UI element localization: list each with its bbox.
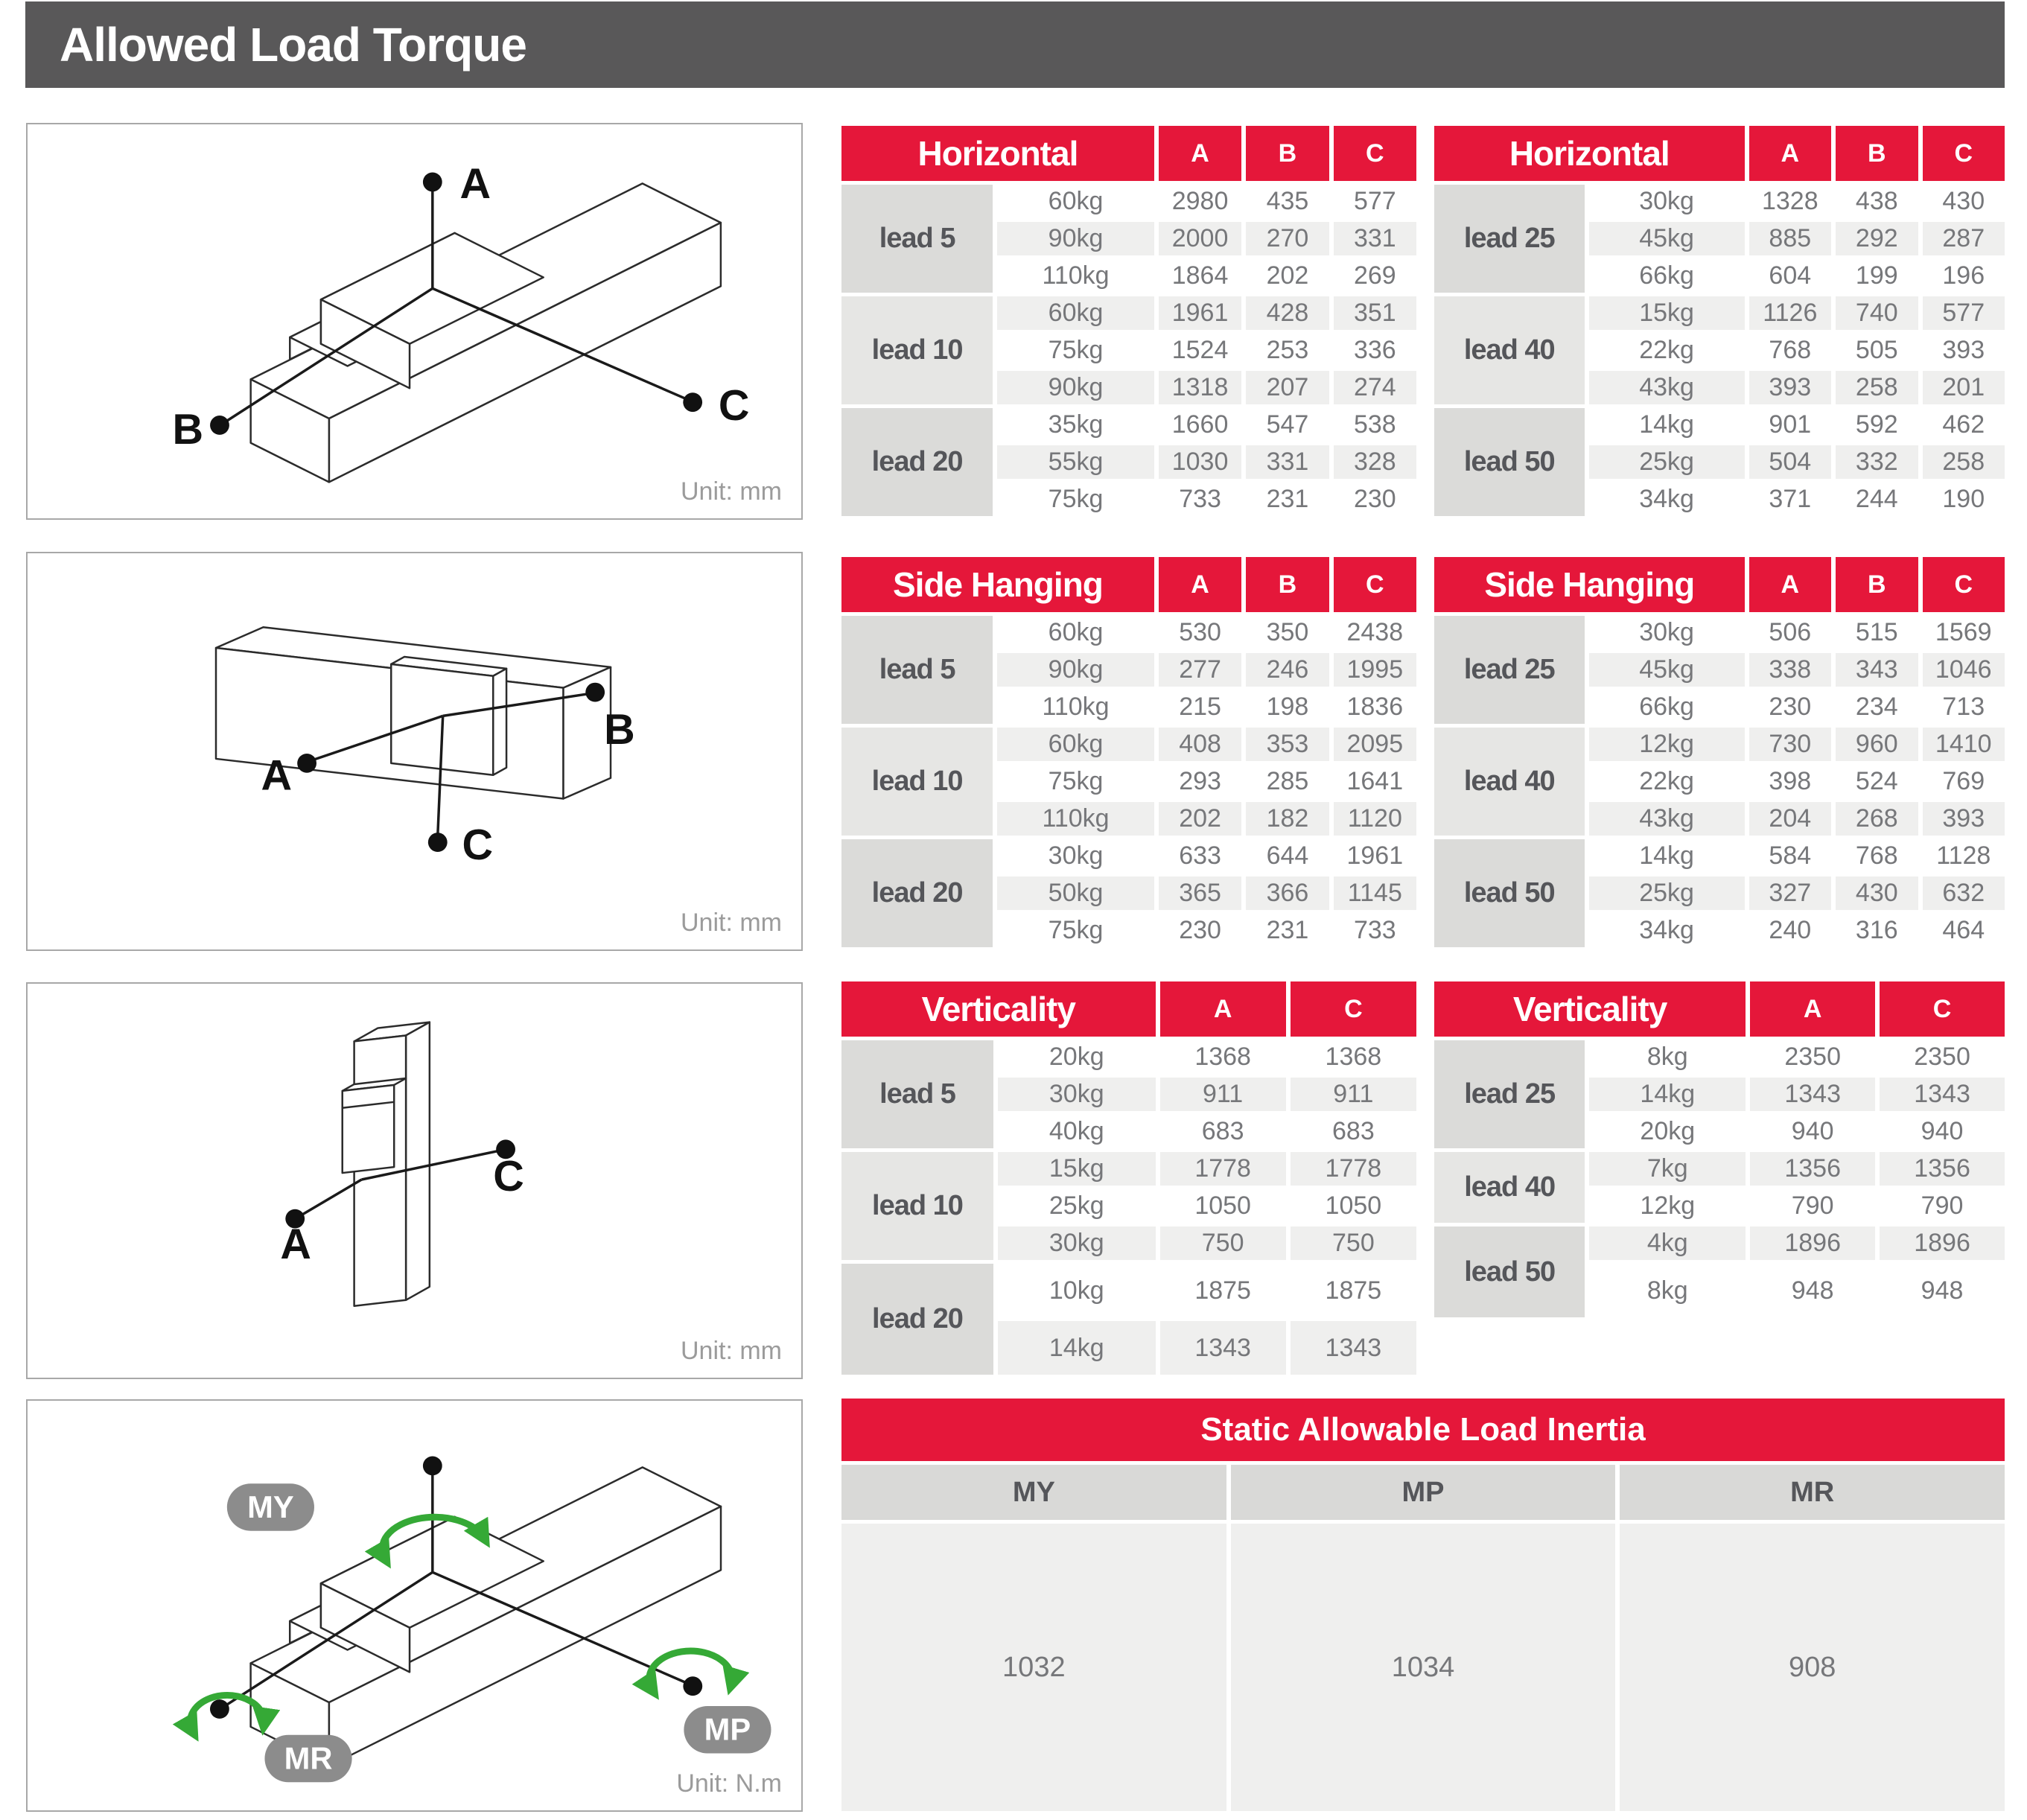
load-cell: 66kg <box>1589 690 1745 724</box>
value-cell: 1343 <box>1291 1321 1416 1375</box>
value-cell: 1145 <box>1334 876 1416 910</box>
column-header-mr: MR <box>1620 1465 2005 1520</box>
value-cell: 911 <box>1291 1078 1416 1111</box>
diagram-load-torque <box>26 1399 803 1812</box>
value-cell: 366 <box>1246 876 1328 910</box>
value-cell-my: 1032 <box>841 1524 1226 1811</box>
page-title: Allowed Load Torque <box>25 1 2005 88</box>
load-cell: 12kg <box>1589 1189 1746 1223</box>
value-cell: 331 <box>1334 222 1416 255</box>
value-cell: 1961 <box>1334 839 1416 873</box>
lead-label: lead 40 <box>1434 728 1585 836</box>
value-cell: 1030 <box>1159 445 1241 479</box>
load-cell: 110kg <box>997 802 1154 836</box>
value-cell: 2350 <box>1880 1040 2005 1074</box>
value-cell: 1875 <box>1291 1264 1416 1317</box>
load-cell: 7kg <box>1589 1152 1746 1186</box>
load-cell: 60kg <box>997 728 1154 761</box>
load-cell: 14kg <box>998 1321 1156 1375</box>
value-cell: 960 <box>1836 728 1918 761</box>
column-header: B <box>1246 126 1328 181</box>
column-header-my: MY <box>841 1465 1226 1520</box>
value-cell: 1120 <box>1334 802 1416 836</box>
unit-label: Unit: mm <box>681 1337 782 1365</box>
value-cell: 790 <box>1880 1189 2005 1223</box>
value-cell: 577 <box>1923 296 2005 330</box>
value-cell: 632 <box>1923 876 2005 910</box>
value-cell: 202 <box>1246 259 1328 293</box>
table-side-hanging-right <box>1434 557 2005 947</box>
value-cell: 293 <box>1159 765 1241 798</box>
value-cell: 371 <box>1749 483 1831 516</box>
value-cell: 768 <box>1836 839 1918 873</box>
value-cell: 1343 <box>1880 1078 2005 1111</box>
value-cell: 1641 <box>1334 765 1416 798</box>
value-cell: 230 <box>1749 690 1831 724</box>
value-cell: 1356 <box>1880 1152 2005 1186</box>
lead-label: lead 40 <box>1434 1152 1585 1223</box>
lead-label: lead 5 <box>841 1040 993 1148</box>
load-cell: 15kg <box>998 1152 1156 1186</box>
column-header: A <box>1749 126 1831 181</box>
value-cell: 524 <box>1836 765 1918 798</box>
value-cell: 285 <box>1246 765 1328 798</box>
column-header: A <box>1750 981 1875 1037</box>
table-verticality-right <box>1434 981 2005 1375</box>
axis-a-line <box>300 1180 361 1216</box>
load-cell: 14kg <box>1589 839 1745 873</box>
axis-a-dot <box>297 754 316 773</box>
value-cell: 393 <box>1749 371 1831 404</box>
load-cell: 43kg <box>1589 802 1745 836</box>
value-cell: 1050 <box>1291 1189 1416 1223</box>
table-horizontal-left <box>841 126 1416 516</box>
axis-c-dot <box>428 833 448 852</box>
value-cell: 253 <box>1246 334 1328 367</box>
column-header: C <box>1334 126 1416 181</box>
diagram-horizontal <box>26 123 803 520</box>
value-cell: 393 <box>1923 802 2005 836</box>
load-cell: 34kg <box>1589 914 1745 947</box>
load-cell: 90kg <box>997 222 1154 255</box>
value-cell: 1524 <box>1159 334 1241 367</box>
value-cell: 885 <box>1749 222 1831 255</box>
value-cell: 604 <box>1749 259 1831 293</box>
value-cell: 1778 <box>1160 1152 1286 1186</box>
value-cell: 1126 <box>1749 296 1831 330</box>
value-cell: 199 <box>1836 259 1918 293</box>
value-cell: 350 <box>1246 616 1328 649</box>
table-title: Side Hanging <box>1434 557 1745 612</box>
load-cell: 20kg <box>1589 1115 1746 1148</box>
value-cell: 940 <box>1750 1115 1875 1148</box>
value-cell: 430 <box>1836 876 1918 910</box>
value-cell: 190 <box>1923 483 2005 516</box>
load-cell: 45kg <box>1589 653 1745 687</box>
column-header: A <box>1159 557 1241 612</box>
value-cell: 231 <box>1246 914 1328 947</box>
value-cell: 1410 <box>1923 728 2005 761</box>
load-cell: 25kg <box>998 1189 1156 1223</box>
side-hanging-axes-drawing <box>28 553 801 949</box>
value-cell: 215 <box>1159 690 1241 724</box>
lead-label: lead 20 <box>841 839 993 947</box>
value-cell: 277 <box>1159 653 1241 687</box>
value-cell: 547 <box>1246 408 1328 442</box>
value-cell: 230 <box>1159 914 1241 947</box>
value-cell: 1343 <box>1750 1078 1875 1111</box>
value-cell: 1836 <box>1334 690 1416 724</box>
load-cell: 34kg <box>1589 483 1745 516</box>
value-cell: 464 <box>1923 914 2005 947</box>
lead-label: lead 25 <box>1434 185 1585 293</box>
value-cell: 328 <box>1334 445 1416 479</box>
load-cell: 25kg <box>1589 445 1745 479</box>
roll-axis-dot <box>210 1699 229 1719</box>
value-cell: 1046 <box>1923 653 2005 687</box>
value-cell: 911 <box>1160 1078 1286 1111</box>
value-cell: 940 <box>1880 1115 2005 1148</box>
value-cell: 730 <box>1749 728 1831 761</box>
value-cell: 202 <box>1159 802 1241 836</box>
value-cell: 1569 <box>1923 616 2005 649</box>
axis-a-label: A <box>261 751 293 800</box>
value-cell: 336 <box>1334 334 1416 367</box>
value-cell: 592 <box>1836 408 1918 442</box>
table-title: Verticality <box>841 981 1156 1037</box>
column-header: C <box>1334 557 1416 612</box>
column-header-mp: MP <box>1231 1465 1616 1520</box>
column-header: C <box>1291 981 1416 1037</box>
load-cell: 60kg <box>997 616 1154 649</box>
value-cell: 790 <box>1750 1189 1875 1223</box>
load-cell: 40kg <box>998 1115 1156 1148</box>
table-title: Horizontal <box>1434 126 1745 181</box>
load-cell: 45kg <box>1589 222 1745 255</box>
value-cell: 462 <box>1923 408 2005 442</box>
value-cell: 1961 <box>1159 296 1241 330</box>
column-header: B <box>1836 557 1918 612</box>
value-cell: 327 <box>1749 876 1831 910</box>
value-cell: 343 <box>1836 653 1918 687</box>
load-cell: 30kg <box>998 1226 1156 1260</box>
yaw-axis-dot <box>423 1456 442 1475</box>
value-cell: 948 <box>1880 1264 2005 1317</box>
column-header: C <box>1923 126 2005 181</box>
value-cell: 398 <box>1749 765 1831 798</box>
load-cell: 50kg <box>997 876 1154 910</box>
value-cell-mp: 1034 <box>1231 1524 1616 1811</box>
unit-label: Unit: N.m <box>676 1769 782 1798</box>
value-cell-mr: 908 <box>1620 1524 2005 1811</box>
load-cell: 110kg <box>997 259 1154 293</box>
value-cell: 1343 <box>1160 1321 1286 1375</box>
load-cell: 22kg <box>1589 765 1745 798</box>
load-cell: 14kg <box>1589 1078 1746 1111</box>
load-cell: 90kg <box>997 653 1154 687</box>
axis-a-label: A <box>280 1221 311 1269</box>
load-cell: 75kg <box>997 334 1154 367</box>
value-cell: 1328 <box>1749 185 1831 218</box>
lead-label: lead 5 <box>841 616 993 724</box>
value-cell: 505 <box>1836 334 1918 367</box>
static-load-inertia-table <box>841 1399 2005 1811</box>
lead-label: lead 50 <box>1434 839 1585 947</box>
load-cell: 75kg <box>997 483 1154 516</box>
value-cell: 1896 <box>1750 1226 1875 1260</box>
lead-label: lead 50 <box>1434 408 1585 516</box>
value-cell: 240 <box>1749 914 1831 947</box>
load-cell: 30kg <box>1589 185 1745 218</box>
value-cell: 633 <box>1159 839 1241 873</box>
value-cell: 234 <box>1836 690 1918 724</box>
value-cell: 1778 <box>1291 1152 1416 1186</box>
value-cell: 2000 <box>1159 222 1241 255</box>
value-cell: 430 <box>1923 185 2005 218</box>
axis-c-label: C <box>493 1152 524 1200</box>
load-cell: 20kg <box>998 1040 1156 1074</box>
value-cell: 768 <box>1749 334 1831 367</box>
mp-badge-label: MP <box>704 1711 751 1747</box>
axis-a-label: A <box>459 160 491 209</box>
carriage-front <box>343 1085 394 1173</box>
value-cell: 2438 <box>1334 616 1416 649</box>
value-cell: 1875 <box>1160 1264 1286 1317</box>
column-header: B <box>1836 126 1918 181</box>
value-cell: 1128 <box>1923 839 2005 873</box>
value-cell: 577 <box>1334 185 1416 218</box>
value-cell: 201 <box>1923 371 2005 404</box>
axis-b-label: B <box>172 405 204 454</box>
load-cell: 8kg <box>1589 1264 1746 1317</box>
load-cell: 60kg <box>997 296 1154 330</box>
value-cell: 331 <box>1246 445 1328 479</box>
column-header: C <box>1923 557 2005 612</box>
value-cell: 435 <box>1246 185 1328 218</box>
unit-label: Unit: mm <box>681 909 782 937</box>
value-cell: 270 <box>1246 222 1328 255</box>
load-cell: 110kg <box>997 690 1154 724</box>
value-cell: 268 <box>1836 802 1918 836</box>
value-cell: 292 <box>1836 222 1918 255</box>
load-cell: 14kg <box>1589 408 1745 442</box>
value-cell: 948 <box>1750 1264 1875 1317</box>
load-cell: 55kg <box>997 445 1154 479</box>
value-cell: 207 <box>1246 371 1328 404</box>
load-cell: 4kg <box>1589 1226 1746 1260</box>
value-cell: 1995 <box>1334 653 1416 687</box>
value-cell: 438 <box>1836 185 1918 218</box>
load-cell: 30kg <box>998 1078 1156 1111</box>
unit-label: Unit: mm <box>681 477 782 506</box>
value-cell: 196 <box>1923 259 2005 293</box>
torque-axes-drawing <box>28 1401 801 1810</box>
pitch-axis-dot <box>683 1676 702 1696</box>
load-cell: 60kg <box>997 185 1154 218</box>
value-cell: 2350 <box>1750 1040 1875 1074</box>
value-cell: 353 <box>1246 728 1328 761</box>
carriage-side <box>493 669 506 775</box>
value-cell: 506 <box>1749 616 1831 649</box>
value-cell: 428 <box>1246 296 1328 330</box>
horizontal-axes-drawing <box>28 124 801 518</box>
load-cell: 30kg <box>997 839 1154 873</box>
value-cell: 274 <box>1334 371 1416 404</box>
value-cell: 769 <box>1923 765 2005 798</box>
axis-c-dot <box>683 392 702 412</box>
mr-badge-label: MR <box>284 1740 333 1776</box>
table-horizontal-right <box>1434 126 2005 516</box>
value-cell: 733 <box>1334 914 1416 947</box>
value-cell: 1356 <box>1750 1152 1875 1186</box>
lead-label: lead 25 <box>1434 1040 1585 1148</box>
axis-c-label: C <box>718 381 750 430</box>
value-cell: 231 <box>1246 483 1328 516</box>
value-cell: 365 <box>1159 876 1241 910</box>
value-cell: 287 <box>1923 222 2005 255</box>
load-cell: 22kg <box>1589 334 1745 367</box>
value-cell: 198 <box>1246 690 1328 724</box>
load-cell: 25kg <box>1589 876 1745 910</box>
axis-b-dot <box>585 683 605 702</box>
table-title: Verticality <box>1434 981 1746 1037</box>
value-cell: 258 <box>1923 445 2005 479</box>
value-cell: 538 <box>1334 408 1416 442</box>
value-cell: 408 <box>1159 728 1241 761</box>
value-cell: 338 <box>1749 653 1831 687</box>
lead-label: lead 20 <box>841 1264 993 1375</box>
value-cell: 1368 <box>1160 1040 1286 1074</box>
axis-a-dot <box>423 173 442 192</box>
column-side-face <box>406 1022 430 1300</box>
value-cell: 1368 <box>1291 1040 1416 1074</box>
value-cell: 1318 <box>1159 371 1241 404</box>
table-verticality-left <box>841 981 1416 1375</box>
value-cell: 584 <box>1749 839 1831 873</box>
value-cell: 733 <box>1159 483 1241 516</box>
diagram-side-hanging <box>26 552 803 951</box>
value-cell: 246 <box>1246 653 1328 687</box>
lead-label: lead 25 <box>1434 616 1585 724</box>
lead-label: lead 20 <box>841 408 993 516</box>
value-cell: 750 <box>1160 1226 1286 1260</box>
value-cell: 1050 <box>1160 1189 1286 1223</box>
value-cell: 683 <box>1291 1115 1416 1148</box>
column-header: A <box>1159 126 1241 181</box>
value-cell: 332 <box>1836 445 1918 479</box>
value-cell: 258 <box>1836 371 1918 404</box>
load-cell: 66kg <box>1589 259 1745 293</box>
lead-label: lead 40 <box>1434 296 1585 404</box>
value-cell: 504 <box>1749 445 1831 479</box>
load-cell: 12kg <box>1589 728 1745 761</box>
value-cell: 2980 <box>1159 185 1241 218</box>
load-cell: 10kg <box>998 1264 1156 1317</box>
value-cell: 530 <box>1159 616 1241 649</box>
table-side-hanging-left <box>841 557 1416 947</box>
load-cell: 8kg <box>1589 1040 1746 1074</box>
load-cell: 35kg <box>997 408 1154 442</box>
value-cell: 713 <box>1923 690 2005 724</box>
verticality-axes-drawing <box>28 984 801 1378</box>
value-cell: 740 <box>1836 296 1918 330</box>
my-badge-label: MY <box>247 1489 294 1524</box>
value-cell: 2095 <box>1334 728 1416 761</box>
table-title: Side Hanging <box>841 557 1154 612</box>
load-cell: 75kg <box>997 914 1154 947</box>
diagram-verticality <box>26 982 803 1379</box>
value-cell: 515 <box>1836 616 1918 649</box>
load-cell: 43kg <box>1589 371 1745 404</box>
lead-label: lead 10 <box>841 728 993 836</box>
lead-label: lead 5 <box>841 185 993 293</box>
axis-b-label: B <box>604 706 635 754</box>
axis-c-label: C <box>462 821 494 869</box>
value-cell: 644 <box>1246 839 1328 873</box>
value-cell: 351 <box>1334 296 1416 330</box>
value-cell: 1864 <box>1159 259 1241 293</box>
load-cell: 30kg <box>1589 616 1745 649</box>
lead-label: lead 10 <box>841 1152 993 1260</box>
load-cell: 75kg <box>997 765 1154 798</box>
value-cell: 1660 <box>1159 408 1241 442</box>
lead-label: lead 10 <box>841 296 993 404</box>
load-cell: 90kg <box>997 371 1154 404</box>
axis-b-dot <box>210 416 229 435</box>
column-header: C <box>1880 981 2005 1037</box>
column-header: A <box>1160 981 1286 1037</box>
value-cell: 1896 <box>1880 1226 2005 1260</box>
value-cell: 244 <box>1836 483 1918 516</box>
value-cell: 230 <box>1334 483 1416 516</box>
table-title: Static Allowable Load Inertia <box>841 1399 2005 1461</box>
value-cell: 269 <box>1334 259 1416 293</box>
value-cell: 182 <box>1246 802 1328 836</box>
value-cell: 316 <box>1836 914 1918 947</box>
value-cell: 901 <box>1749 408 1831 442</box>
column-header: A <box>1749 557 1831 612</box>
value-cell: 204 <box>1749 802 1831 836</box>
lead-label: lead 50 <box>1434 1226 1585 1317</box>
column-header: B <box>1246 557 1328 612</box>
load-cell: 15kg <box>1589 296 1745 330</box>
value-cell: 393 <box>1923 334 2005 367</box>
value-cell: 750 <box>1291 1226 1416 1260</box>
value-cell: 683 <box>1160 1115 1286 1148</box>
table-title: Horizontal <box>841 126 1154 181</box>
